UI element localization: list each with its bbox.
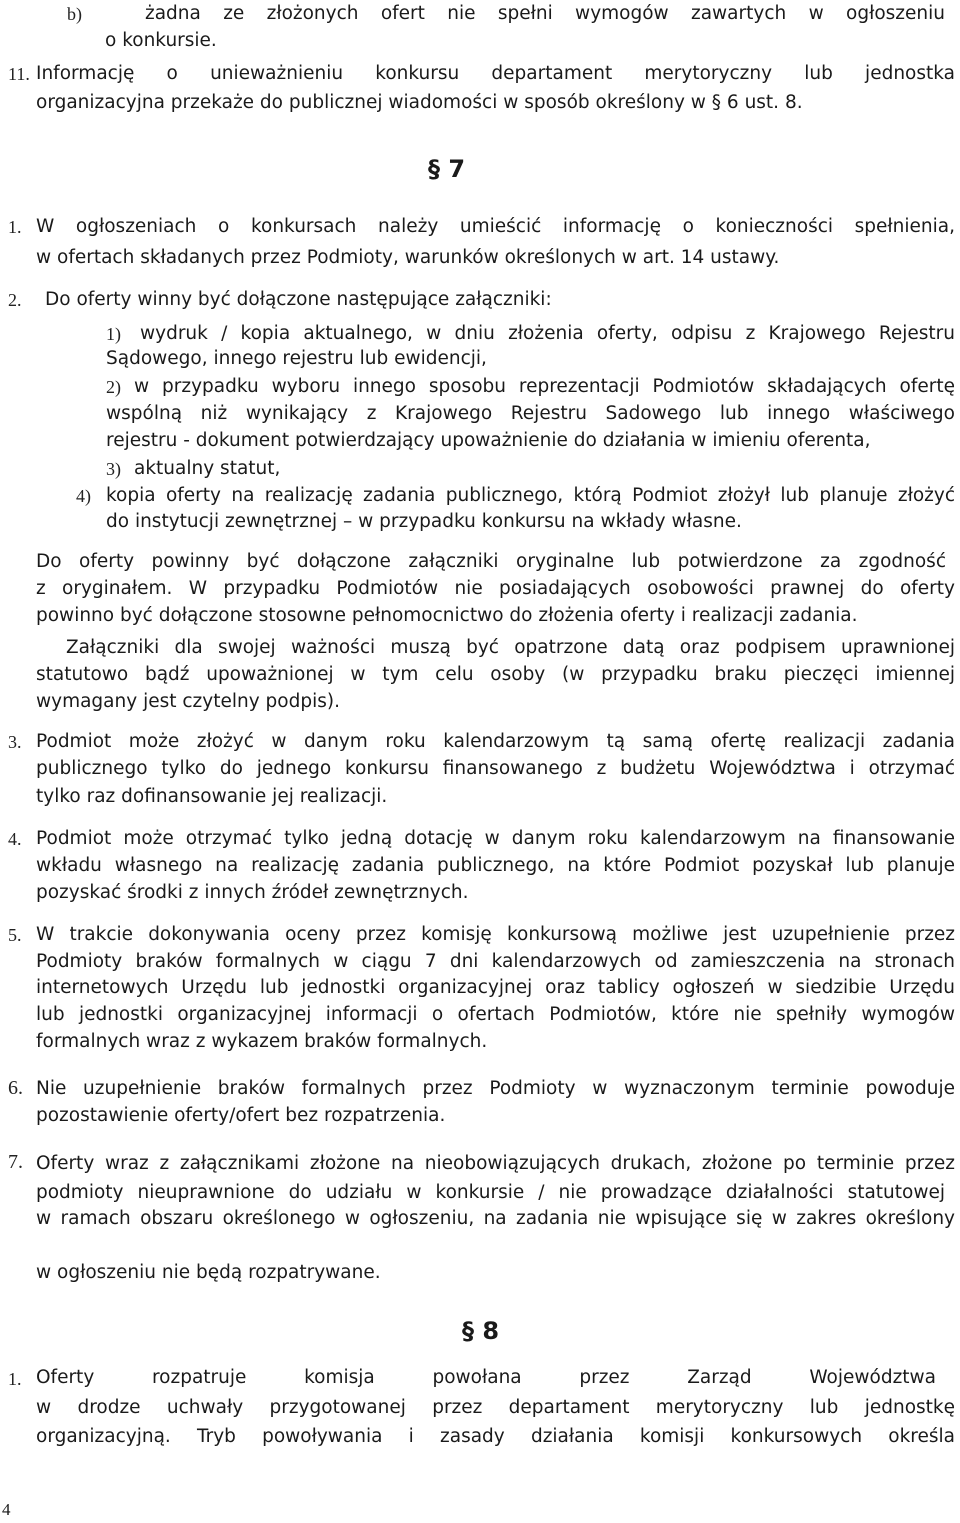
list-marker: 3) — [106, 459, 121, 479]
text-line: podmioty nieuprawnione do udziału w konkursie / nie prowadzące działalności statutowej — [36, 1182, 945, 1203]
text-line: w przypadku wyboru innego sposobu reprezentacji Podmiotów składających ofertę — [134, 376, 955, 397]
text-line: internetowych Urzędu lub jednostki organizacyjnej oraz tablicy ogłoszeń w siedzibie Urzędu — [36, 977, 955, 998]
text-line: W ogłoszeniach o konkursach należy umieścić informację o konieczności spełnienia, — [36, 216, 955, 237]
text-line: rejestru - dokument potwierdzający upoważnienie do działania w imieniu oferenta, — [106, 430, 871, 451]
section-heading: § 8 — [462, 1317, 500, 1345]
item-marker: 3. — [8, 732, 22, 752]
text-line: lub jednostki organizacyjnej informacji o ofertach Podmiotów, które nie spełniły wymogów — [36, 1004, 955, 1025]
text-line: żadna ze złożonych ofert nie spełni wymogów zawartych w ogłoszeniu — [145, 3, 945, 24]
section-heading: § 7 — [428, 155, 466, 183]
text-line: w ogłoszeniu nie będą rozpatrywane. — [36, 1262, 381, 1283]
item-marker: 1. — [8, 1369, 22, 1389]
text-line: w drodze uchwały przygotowanej przez departament merytoryczny lub jednostkę — [36, 1397, 955, 1418]
text-line: kopia oferty na realizację zadania publicznego, którą Podmiot złożył lub planuje złożyć — [106, 485, 955, 506]
item-marker: 11. — [8, 64, 30, 84]
page-number: 4 — [2, 1500, 11, 1519]
item-marker: 6. — [8, 1077, 23, 1099]
text-line: o konkursie. — [105, 30, 217, 51]
item-marker: b) — [67, 4, 82, 24]
text-line: organizacyjną. Tryb powoływania i zasady działania komisji konkursowych określa — [36, 1426, 955, 1447]
list-marker: 2) — [106, 377, 121, 397]
text-line: Oferty rozpatruje komisja powołana przez Zarząd Województwa — [36, 1367, 936, 1388]
text-line: Do oferty winny być dołączone następujące załączniki: — [45, 289, 552, 310]
text-line: Załączniki dla swojej ważności muszą być opatrzone datą oraz podpisem uprawnionej — [66, 637, 955, 658]
text-line: z oryginałem. W przypadku Podmiotów nie posiadających osobowości prawnej do oferty — [36, 578, 955, 599]
list-marker: 1) — [106, 324, 121, 344]
item-marker: 7. — [8, 1151, 23, 1173]
text-line: W trakcie dokonywania oceny przez komisję konkursową możliwe jest uzupełnienie przez — [36, 924, 955, 945]
text-line: Podmiot może otrzymać tylko jedną dotację w danym roku kalendarzowym na finansowanie — [36, 828, 955, 849]
item-marker: 4. — [8, 829, 22, 849]
text-line: Do oferty powinny być dołączone załączniki oryginalne lub potwierdzone za zgodność — [36, 551, 946, 572]
text-line: pozostawienie oferty/ofert bez rozpatrzenia. — [36, 1105, 446, 1126]
item-marker: 5. — [8, 925, 22, 945]
text-line: w ramach obszaru określonego w ogłoszeniu, na zadania nie wpisujące się w zakres określony — [36, 1208, 955, 1229]
text-line: Informację o unieważnieniu konkursu departament merytoryczny lub jednostka — [36, 63, 955, 84]
text-line: wkładu własnego na realizację zadania publicznego, na które Podmiot pozyskał lub planuje — [36, 855, 955, 876]
text-line: pozyskać środki z innych źródeł zewnętrznych. — [36, 882, 469, 903]
text-line: organizacyjna przekaże do publicznej wiadomości w sposób określony w § 6 ust. 8. — [36, 92, 803, 113]
item-marker: 1. — [8, 217, 22, 237]
text-line: Sądowego, innego rejestru lub ewidencji, — [106, 348, 487, 369]
list-marker: 4) — [76, 486, 91, 506]
text-line: formalnych wraz z wykazem braków formalnych. — [36, 1031, 488, 1052]
text-line: wymagany jest czytelny podpis). — [36, 691, 340, 712]
text-line: do instytucji zewnętrznej – w przypadku konkursu na wkłady własne. — [106, 511, 742, 532]
text-line: w ofertach składanych przez Podmioty, warunków określonych w art. 14 ustawy. — [36, 247, 780, 268]
text-line: tylko raz dofinansowanie jej realizacji. — [36, 786, 388, 807]
text-line: publicznego tylko do jednego konkursu finansowanego z budżetu Województwa i otrzymać — [36, 758, 955, 779]
text-line: Oferty wraz z załącznikami złożone na nieobowiązujących drukach, złożone po terminie przez — [36, 1153, 955, 1174]
text-line: wspólną niż wynikający z Krajowego Rejestru Sadowego lub innego właściwego — [106, 403, 955, 424]
text-line: aktualny statut, — [134, 458, 281, 479]
text-line: Podmioty braków formalnych w ciągu 7 dni kalendarzowych od zamieszczenia na stronach — [36, 951, 955, 972]
text-line: Podmiot może złożyć w danym roku kalendarzowym tą samą ofertę realizacji zadania — [36, 731, 955, 752]
item-marker: 2. — [8, 290, 22, 310]
text-line: wydruk / kopia aktualnego, w dniu złożenia oferty, odpisu z Krajowego Rejestru — [140, 323, 955, 344]
text-line: statutowo bądź upoważnionej w tym celu osoby (w przypadku braku pieczęci imiennej — [36, 664, 955, 685]
text-line: powinno być dołączone stosowne pełnomocnictwo do złożenia oferty i realizacji zadania. — [36, 605, 858, 626]
text-line: Nie uzupełnienie braków formalnych przez Podmioty w wyznaczonym terminie powoduje — [36, 1078, 955, 1099]
